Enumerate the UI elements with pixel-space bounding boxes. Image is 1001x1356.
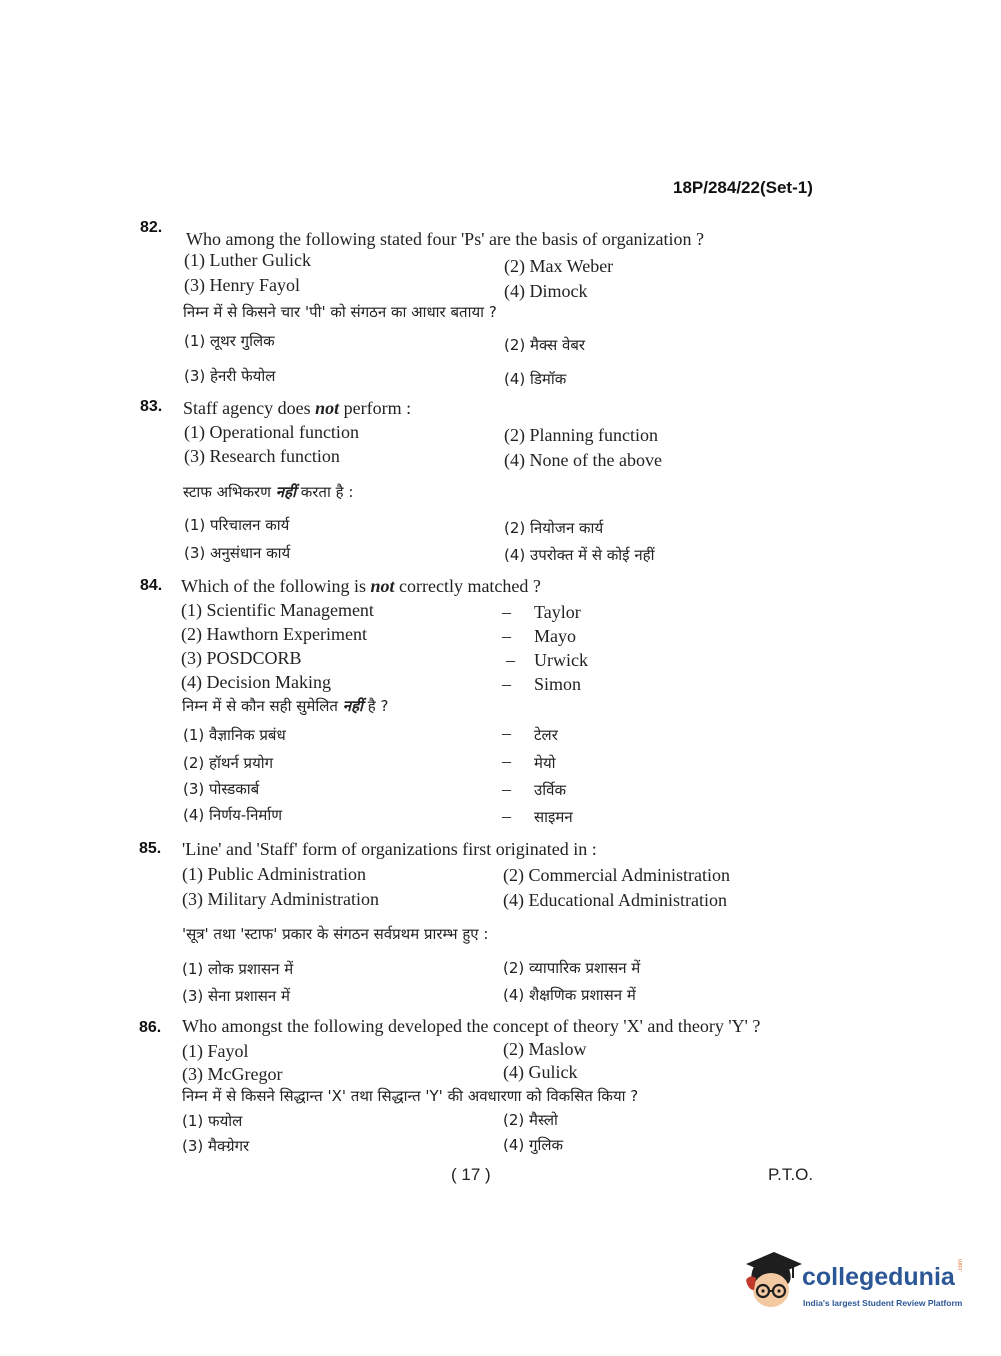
q84-hindi-pair-3-dash: – xyxy=(502,779,511,799)
collegedunia-logo-icon xyxy=(742,1250,804,1312)
question-85-number: 85. xyxy=(139,840,162,857)
q82-hindi-option-1: (1) लूथर गुलिक xyxy=(184,332,275,350)
q86-option-2: (2) Maslow xyxy=(503,1039,587,1059)
q84-pair-2-left: (2) Hawthorn Experiment xyxy=(181,624,367,644)
question-85-text: 'Line' and 'Staff' form of organizations first originated in : xyxy=(182,839,597,859)
q84-hindi-pair-2-right: मेयो xyxy=(534,754,556,772)
q84-pair-4-dash: – xyxy=(502,674,511,694)
q83-hindi-option-3: (3) अनुसंधान कार्य xyxy=(184,544,291,562)
q84-hindi-pair-4-dash: – xyxy=(502,806,511,826)
q84-pair-1-right: Taylor xyxy=(534,602,581,622)
q82-option-1: (1) Luther Gulick xyxy=(184,250,311,270)
q83-option-1: (1) Operational function xyxy=(184,422,359,442)
q84-hindi-pair-4-left: (4) निर्णय-निर्माण xyxy=(183,806,283,824)
q82-option-2: (2) Max Weber xyxy=(504,256,614,276)
q84-pair-1-left: (1) Scientific Management xyxy=(181,600,374,620)
q84-pair-4-left: (4) Decision Making xyxy=(181,672,331,692)
q85-option-3: (3) Military Administration xyxy=(182,889,379,909)
question-84-text: Which of the following is not correctly matched ? xyxy=(181,576,541,596)
q85-hindi-option-4: (4) शैक्षणिक प्रशासन में xyxy=(503,986,636,1004)
question-86-number: 86. xyxy=(139,1019,162,1036)
q84-pair-4-right: Simon xyxy=(534,674,582,694)
q85-hindi-option-1: (1) लोक प्रशासन में xyxy=(182,960,294,978)
q84-hindi-pair-1-dash: – xyxy=(502,723,511,743)
q84-pair-3-left: (3) POSDCORB xyxy=(181,648,302,668)
q83-hindi-option-2: (2) नियोजन कार्य xyxy=(504,519,604,537)
q84-hindi-pair-3-left: (3) पोस्डकार्ब xyxy=(183,780,260,798)
q85-hindi-option-3: (3) सेना प्रशासन में xyxy=(182,987,290,1005)
q85-option-1: (1) Public Administration xyxy=(182,864,366,884)
q85-hindi-text: 'सूत्र' तथा 'स्टाफ' प्रकार के संगठन सर्वप्रथम प्रारम्भ हुए : xyxy=(182,925,489,943)
logo-domain-suffix: .com xyxy=(958,1258,964,1272)
q84-hindi-pair-1-right: टेलर xyxy=(534,726,558,744)
q84-hindi-pair-4-right: साइमन xyxy=(534,808,573,826)
q84-hindi-pair-1-left: (1) वैज्ञानिक प्रबंध xyxy=(183,726,286,744)
q83-hindi-option-1: (1) परिचालन कार्य xyxy=(184,516,290,534)
page-number: ( 17 ) xyxy=(451,1165,491,1184)
q84-pair-1-dash: – xyxy=(502,602,511,622)
q86-hindi-option-2: (2) मैस्लो xyxy=(503,1111,558,1129)
question-84-number: 84. xyxy=(140,577,163,594)
q86-hindi-option-4: (4) गुलिक xyxy=(503,1136,564,1154)
q82-hindi-option-2: (2) मैक्स वेबर xyxy=(504,336,586,354)
q84-pair-2-right: Mayo xyxy=(534,626,576,646)
logo-tagline: India's largest Student Review Platform xyxy=(803,1298,963,1308)
q82-hindi-option-4: (4) डिमॉक xyxy=(504,370,567,388)
q84-pair-2-dash: – xyxy=(502,626,511,646)
q84-hindi-text: निम्न में से कौन सही सुमेलित नहीं है ? xyxy=(182,697,389,715)
q86-option-1: (1) Fayol xyxy=(182,1041,249,1061)
q85-option-2: (2) Commercial Administration xyxy=(503,865,730,885)
paper-code: 18P/284/22(Set-1) xyxy=(673,178,813,197)
question-82-number: 82. xyxy=(140,219,163,236)
pto-label: P.T.O. xyxy=(768,1165,814,1184)
question-83-number: 83. xyxy=(140,398,163,415)
q83-option-2: (2) Planning function xyxy=(504,425,658,445)
question-83-text: Staff agency does not perform : xyxy=(183,398,412,418)
q85-option-4: (4) Educational Administration xyxy=(503,890,727,910)
q84-hindi-pair-2-dash: – xyxy=(502,751,511,771)
q86-hindi-option-3: (3) मैक्ग्रेगर xyxy=(182,1137,250,1155)
question-86-text: Who amongst the following developed the concept of theory 'X' and theory 'Y' ? xyxy=(182,1016,761,1036)
q86-option-3: (3) McGregor xyxy=(182,1064,283,1084)
q84-pair-3-right: Urwick xyxy=(534,650,588,670)
logo-wordmark: collegedunia xyxy=(802,1263,955,1291)
q83-hindi-text: स्टाफ अभिकरण नहीं करता है : xyxy=(183,483,354,501)
q85-hindi-option-2: (2) व्यापारिक प्रशासन में xyxy=(503,959,641,977)
q83-hindi-option-4: (4) उपरोक्त में से कोई नहीं xyxy=(504,546,655,564)
q86-hindi-text: निम्न में से किसने सिद्धान्त 'X' तथा सिद्धान्त 'Y' की अवधारणा को विकसित किया ? xyxy=(182,1087,639,1105)
question-82-text: Who among the following stated four 'Ps' are the basis of organization ? xyxy=(186,229,705,249)
q82-option-4: (4) Dimock xyxy=(504,281,588,301)
q82-hindi-option-3: (3) हेनरी फेयोल xyxy=(184,367,276,385)
q83-option-3: (3) Research function xyxy=(184,446,340,466)
q84-hindi-pair-3-right: उर्विक xyxy=(534,781,566,799)
q86-hindi-option-1: (1) फयोल xyxy=(182,1112,243,1130)
q82-hindi-text: निम्न में से किसने चार 'पी' को संगठन का आधार बताया ? xyxy=(183,303,497,321)
q86-option-4: (4) Gulick xyxy=(503,1062,578,1082)
q84-pair-3-dash: – xyxy=(506,650,515,670)
q82-option-3: (3) Henry Fayol xyxy=(184,275,300,295)
q84-hindi-pair-2-left: (2) हॉथर्न प्रयोग xyxy=(183,754,274,772)
q83-option-4: (4) None of the above xyxy=(504,450,662,470)
